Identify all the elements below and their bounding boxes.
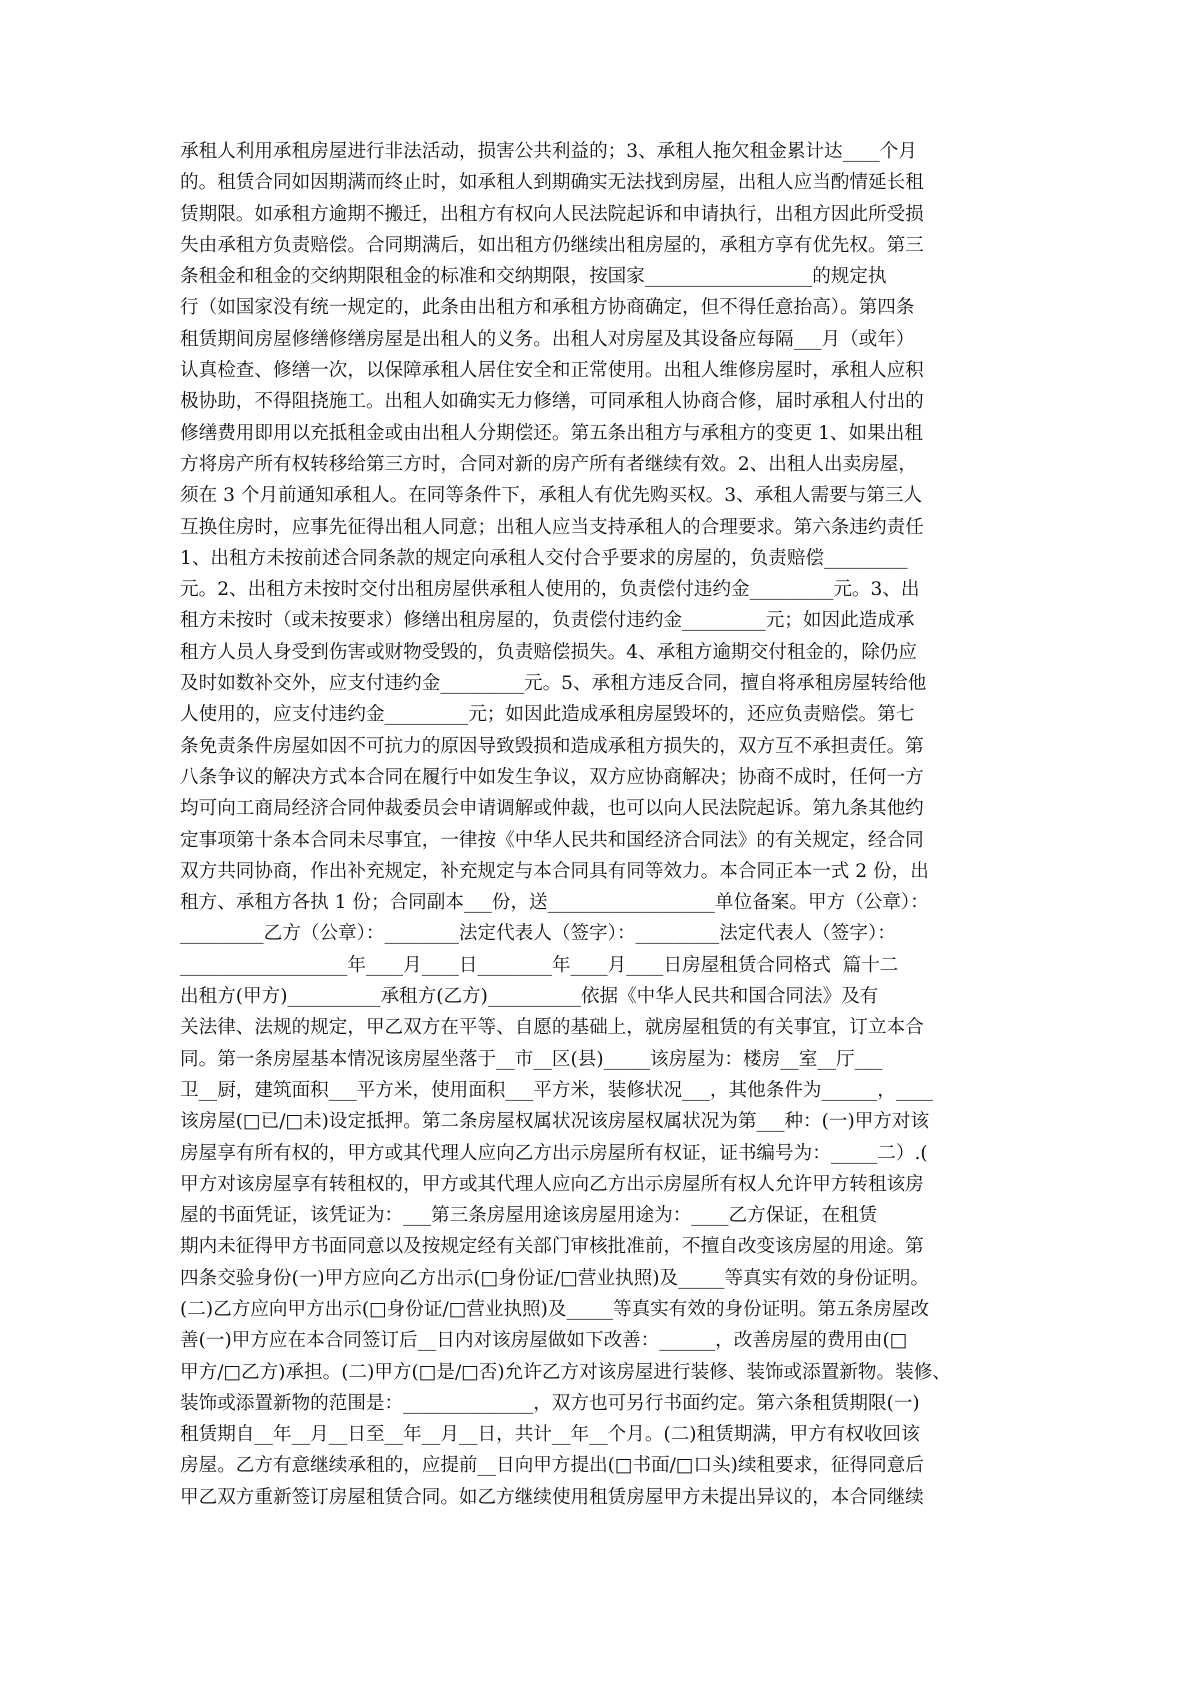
text-line: 1、出租方未按前述合同条款的规定向承租人交付合乎要求的房屋的，负责赔偿_________ <box>180 547 908 569</box>
text-line: (二)乙方应向甲方出示(□身份证/□营业执照)及_____等真实有效的身份证明。第五条房屋改 <box>180 1298 930 1320</box>
text-line: 装饰或添置新物的范围是：______________，双方也可另行书面约定。第六条租赁期限(一) <box>180 1392 920 1414</box>
text-line: __________________年____月____日________年____月____日房屋租赁合同格式 篇十二 <box>180 954 899 976</box>
text-line: 定事项第十条本合同未尽事宜，一律按《中华人民共和国经济合同法》的有关规定，经合同 <box>180 829 924 851</box>
text-line: 善(一)甲方应在本合同签订后__日内对该房屋做如下改善：______，改善房屋的费用由(□ <box>180 1330 908 1352</box>
text-line: 双方共同协商，作出补充规定，补充规定与本合同具有同等效力。本合同正本一式 2 份，出 <box>180 860 929 882</box>
text-line: 甲方/□乙方)承担。(二)甲方(□是/□否)允许乙方对该房屋进行装修、装饰或添置新物。装修、 <box>180 1361 951 1383</box>
text-line: 八条争议的解决方式本合同在履行中如发生争议，双方应协商解决；协商不成时，任何一方 <box>180 766 924 788</box>
text-line: 赁期限。如承租方逾期不搬迁，出租方有权向人民法院起诉和申请执行，出租方因此所受损 <box>180 203 924 225</box>
text-line: 出租方(甲方)__________承租方(乙方)__________依据《中华人民共和国合同法》及有 <box>180 986 879 1008</box>
text-line: 互换住房时，应事先征得出租人同意；出租人应当支持承租人的合理要求。第六条违约责任 <box>180 516 924 538</box>
text-line: 该房屋(□已/□未)设定抵押。第二条房屋权属状况该房屋权属状况为第___种：(一)甲方对该 <box>180 1111 930 1133</box>
text-line: 方将房产所有权转移给第三方时，合同对新的房产所有者继续有效。2、出租人出卖房屋， <box>180 453 917 475</box>
text-line: 认真检查、修缮一次，以保障承租人居住安全和正常使用。出租人维修房屋时，承租人应积 <box>180 360 924 382</box>
text-line: 房屋。乙方有意继续承租的，应提前__日向甲方提出(□书面/□口头)续租要求，征得同意后 <box>180 1455 924 1477</box>
text-line: 元。2、出租方未按时交付出租房屋供承租人使用的，负责偿付违约金_________元。3、出 <box>180 579 920 601</box>
text-line: 租赁期间房屋修缮修缮房屋是出租人的义务。出租人对房屋及其设备应每隔___月（或年） <box>180 328 915 350</box>
document-page <box>180 136 1020 1513</box>
text-line: 甲方对该房屋享有转租权的，甲方或其代理人应向乙方出示房屋所有权人允许甲方转租该房 <box>180 1173 924 1195</box>
text-line: 的。租赁合同如因期满而终止时，如承租人到期确实无法找到房屋，出租人应当酌情延长租 <box>180 172 924 194</box>
text-line: 甲乙双方重新签订房屋租赁合同。如乙方继续使用租赁房屋甲方未提出异议的，本合同继续 <box>180 1486 924 1508</box>
text-line: 修缮费用即用以充抵租金或由出租人分期偿还。第五条出租方与承租方的变更 1、如果出租 <box>180 422 923 444</box>
text-line: 租方人员人身受到伤害或财物受毁的，负责赔偿损失。4、承租方逾期交付租金的，除仍应 <box>180 641 917 663</box>
text-line: 及时如数补交外，应支付违约金_________元。5、承租方违反合同，擅自将承租房屋转给他 <box>180 673 927 695</box>
text-line: 期内未征得甲方书面同意以及按规定经有关部门审核批准前，不擅自改变该房屋的用途。第 <box>180 1236 924 1258</box>
text-line: 同。第一条房屋基本情况该房屋坐落于__市__区(县)_____该房屋为：楼房__室__厅___ <box>180 1048 883 1070</box>
text-line: 须在 3 个月前通知承租人。在同等条件下，承租人有优先购买权。3、承租人需要与第三人 <box>180 485 923 507</box>
text-line: 条租金和租金的交纳期限租金的标准和交纳期限，按国家__________________的规定执 <box>180 266 887 288</box>
text-line: 失由承租方负责赔偿。合同期满后，如出租方仍继续出租房屋的，承租方享有优先权。第三 <box>180 234 924 256</box>
text-line: 人使用的，应支付违约金_________元；如因此造成承租房屋毁坏的，还应负责赔偿。第七 <box>180 704 915 726</box>
text-line: 租方未按时（或未按要求）修缮出租房屋的，负责偿付违约金_________元；如因此造成承 <box>180 610 915 632</box>
text-line: _________乙方（公章）：________法定代表人（签字）：_________法定代表人（签字）： <box>180 923 896 945</box>
text-line: 卫__厨，建筑面积___平方米，使用面积___平方米，装修状况___，其他条件为______，____ <box>180 1079 934 1101</box>
text-line: 极协助，不得阻挠施工。出租人如确实无力修缮，可同承租人协商合修，届时承租人付出的 <box>180 391 924 413</box>
text-line: 租赁期自__年__月__日至__年__月__日，共计__年__个月。(二)租赁期满，甲方有权收回该 <box>180 1424 920 1446</box>
text-line: 均可向工商局经济合同仲裁委员会申请调解或仲裁，也可以向人民法院起诉。第九条其他约 <box>180 798 924 820</box>
text-line: 条免责条件房屋如因不可抗力的原因导致毁损和造成承租方损失的，双方互不承担责任。第 <box>180 735 924 757</box>
text-line: 关法律、法规的规定，甲乙双方在平等、自愿的基础上，就房屋租赁的有关事宜，订立本合 <box>180 1017 924 1039</box>
text-line: 行（如国家没有统一规定的，此条由出租方和承租方协商确定，但不得任意抬高）。第四条 <box>180 297 915 319</box>
text-line: 房屋享有所有权的，甲方或其代理人应向乙方出示房屋所有权证，证书编号为：_____二）.( <box>180 1142 928 1164</box>
text-line: 租方、承租方各执 1 份；合同副本___份，送__________________单位备案。甲方（公章）： <box>180 892 929 914</box>
text-line: 四条交验身份(一)甲方应向乙方出示(□身份证/□营业执照)及_____等真实有效的身份证明。 <box>180 1267 930 1289</box>
text-line: 屋的书面凭证，该凭证为：___第三条房屋用途该房屋用途为：____乙方保证，在租赁 <box>180 1205 878 1227</box>
text-line: 承租人利用承租房屋进行非法活动，损害公共利益的；3、承租人拖欠租金累计达____个月 <box>180 141 917 162</box>
